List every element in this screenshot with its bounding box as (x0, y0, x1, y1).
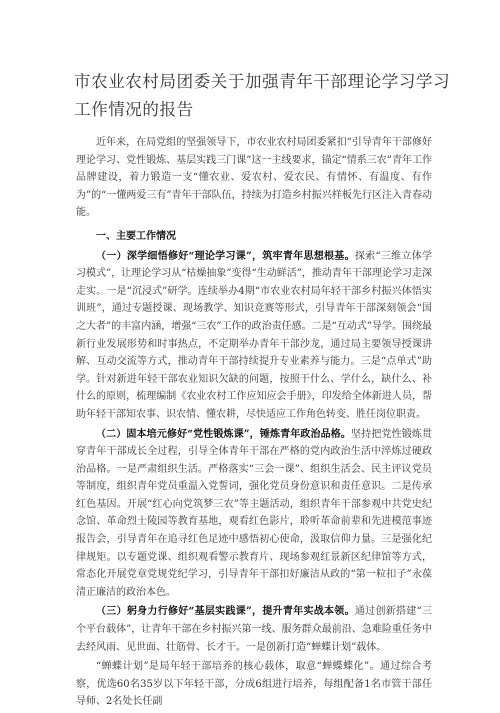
subheading-party-spirit: （二）固本培元修好“党性锻炼课”，锤炼青年政治品格。 (96, 428, 352, 440)
paragraph-grassroots-practice-text: 通过创新搭建“三个平台载体”，让青年干部在乡村振兴第一线、服务群众最前沿、急难险重任务中去经风雨、见世面、壮筋骨、长才干。一是创新打造“蝉蝶计划”载体。 (76, 606, 432, 653)
title-line-2: 工作情况的报告 (74, 100, 194, 119)
paragraph-party-spirit (76, 426, 432, 602)
document-body (76, 134, 432, 713)
paragraph-grassroots-practice (76, 603, 432, 656)
subheading-grassroots-practice: （三）躬身力行修好“基层实践课”，提升青年实战本领。 (96, 606, 355, 618)
section-heading-1: 一、主要工作情况 (96, 230, 176, 242)
subheading-theory-study: （一）深学细悟修好“理论学习课”，筑牢青年思想根基。 (96, 250, 355, 262)
paragraph-theory-study (76, 248, 432, 424)
intro-paragraph: 近年来，在局党组的坚强领导下，市农业农村局团委紧扣“引导青年干部修好理论学习、党性锻炼、基层实践三门课”这一主线要求，锚定“情系三农”青年工作品牌建设，着力锻造一支“懂农业、爱农村、爱农民、有情怀、有温度、有作为”的“一懂两爱三有”青年干部队伍，持续为打造乡村振兴样板先行区注入青春动能。 (76, 137, 432, 219)
document-title (74, 68, 451, 124)
paragraph-theory-study-text: 探索“三维立体学习模式”，让理论学习从“枯燥抽象”变得“生动鲜活”，推动青年干部理论学习走深走实。一是“沉浸式”研学。连续举办4期“市农业农村局年轻干部乡村振兴体悟实训班”，通过专题授课、现场教学、知识竞赛等形式，引导青年干部深刻领会“国之大者”的丰富内涵，增强“三农”工作的政治责任感。二是“互动式”导学。围绕最新行业发展形势和时事热点，不定期举办青年干部沙龙，通过局主要领导授课讲解、互动交流等方式，推动青年干部持续提升专业素养与能力。三是“点单式”助学。针对新进年轻干部农业知识欠缺的问题，按照干什么、学什么，缺什么、补什么的原则，梳理编制《农业农村工作应知应会手册》，印发给全体新进人员，帮助年轻干部知农事、识农情、懂农耕，尽快适应工作角色转变、胜任岗位职责。 (76, 250, 432, 420)
paragraph-party-spirit-text: 坚持把党性锻炼贯穿青年干部成长全过程，引导全体青年干部在严格的党内政治生活中淬炼过硬政治品格。一是严肃组织生活。严格落实“三会一课”、组织生活会、民主评议党员等制度，组织青年党员重温入党誓词，强化党员身份意识和责任意识。二是传承红色基因。开展“红心向党筑梦三农”等主题活动，组织青年干部参观中共党史纪念馆、革命烈士陵园等教育基地，观看红色影片，聆听革命前辈和先进模范事迹报告会，引导青年在追寻红色足迹中感悟初心使命，汲取信仰力量。三是强化纪律规矩。以专题党课、组织观看警示教育片、现场参观红景新区纪律馆等方式，常态化开展党章党规党纪学习，引导青年干部扣好廉洁从政的“第一粒扣子”永葆清正廉洁的政治本色。 (76, 428, 432, 598)
paragraph-cicada-plan: “蝉蝶计划”是局年轻干部培养的核心载体，取意“蝉蝶蝶化”。通过综合考察，优选60名35岁以下年轻干部，分成6组进行培养，每组配备1名市管干部任导师、2名处长任副 (76, 661, 432, 708)
title-line-1: 市农业农村局团委关于加强青年干部理论学习学习 (74, 72, 451, 91)
